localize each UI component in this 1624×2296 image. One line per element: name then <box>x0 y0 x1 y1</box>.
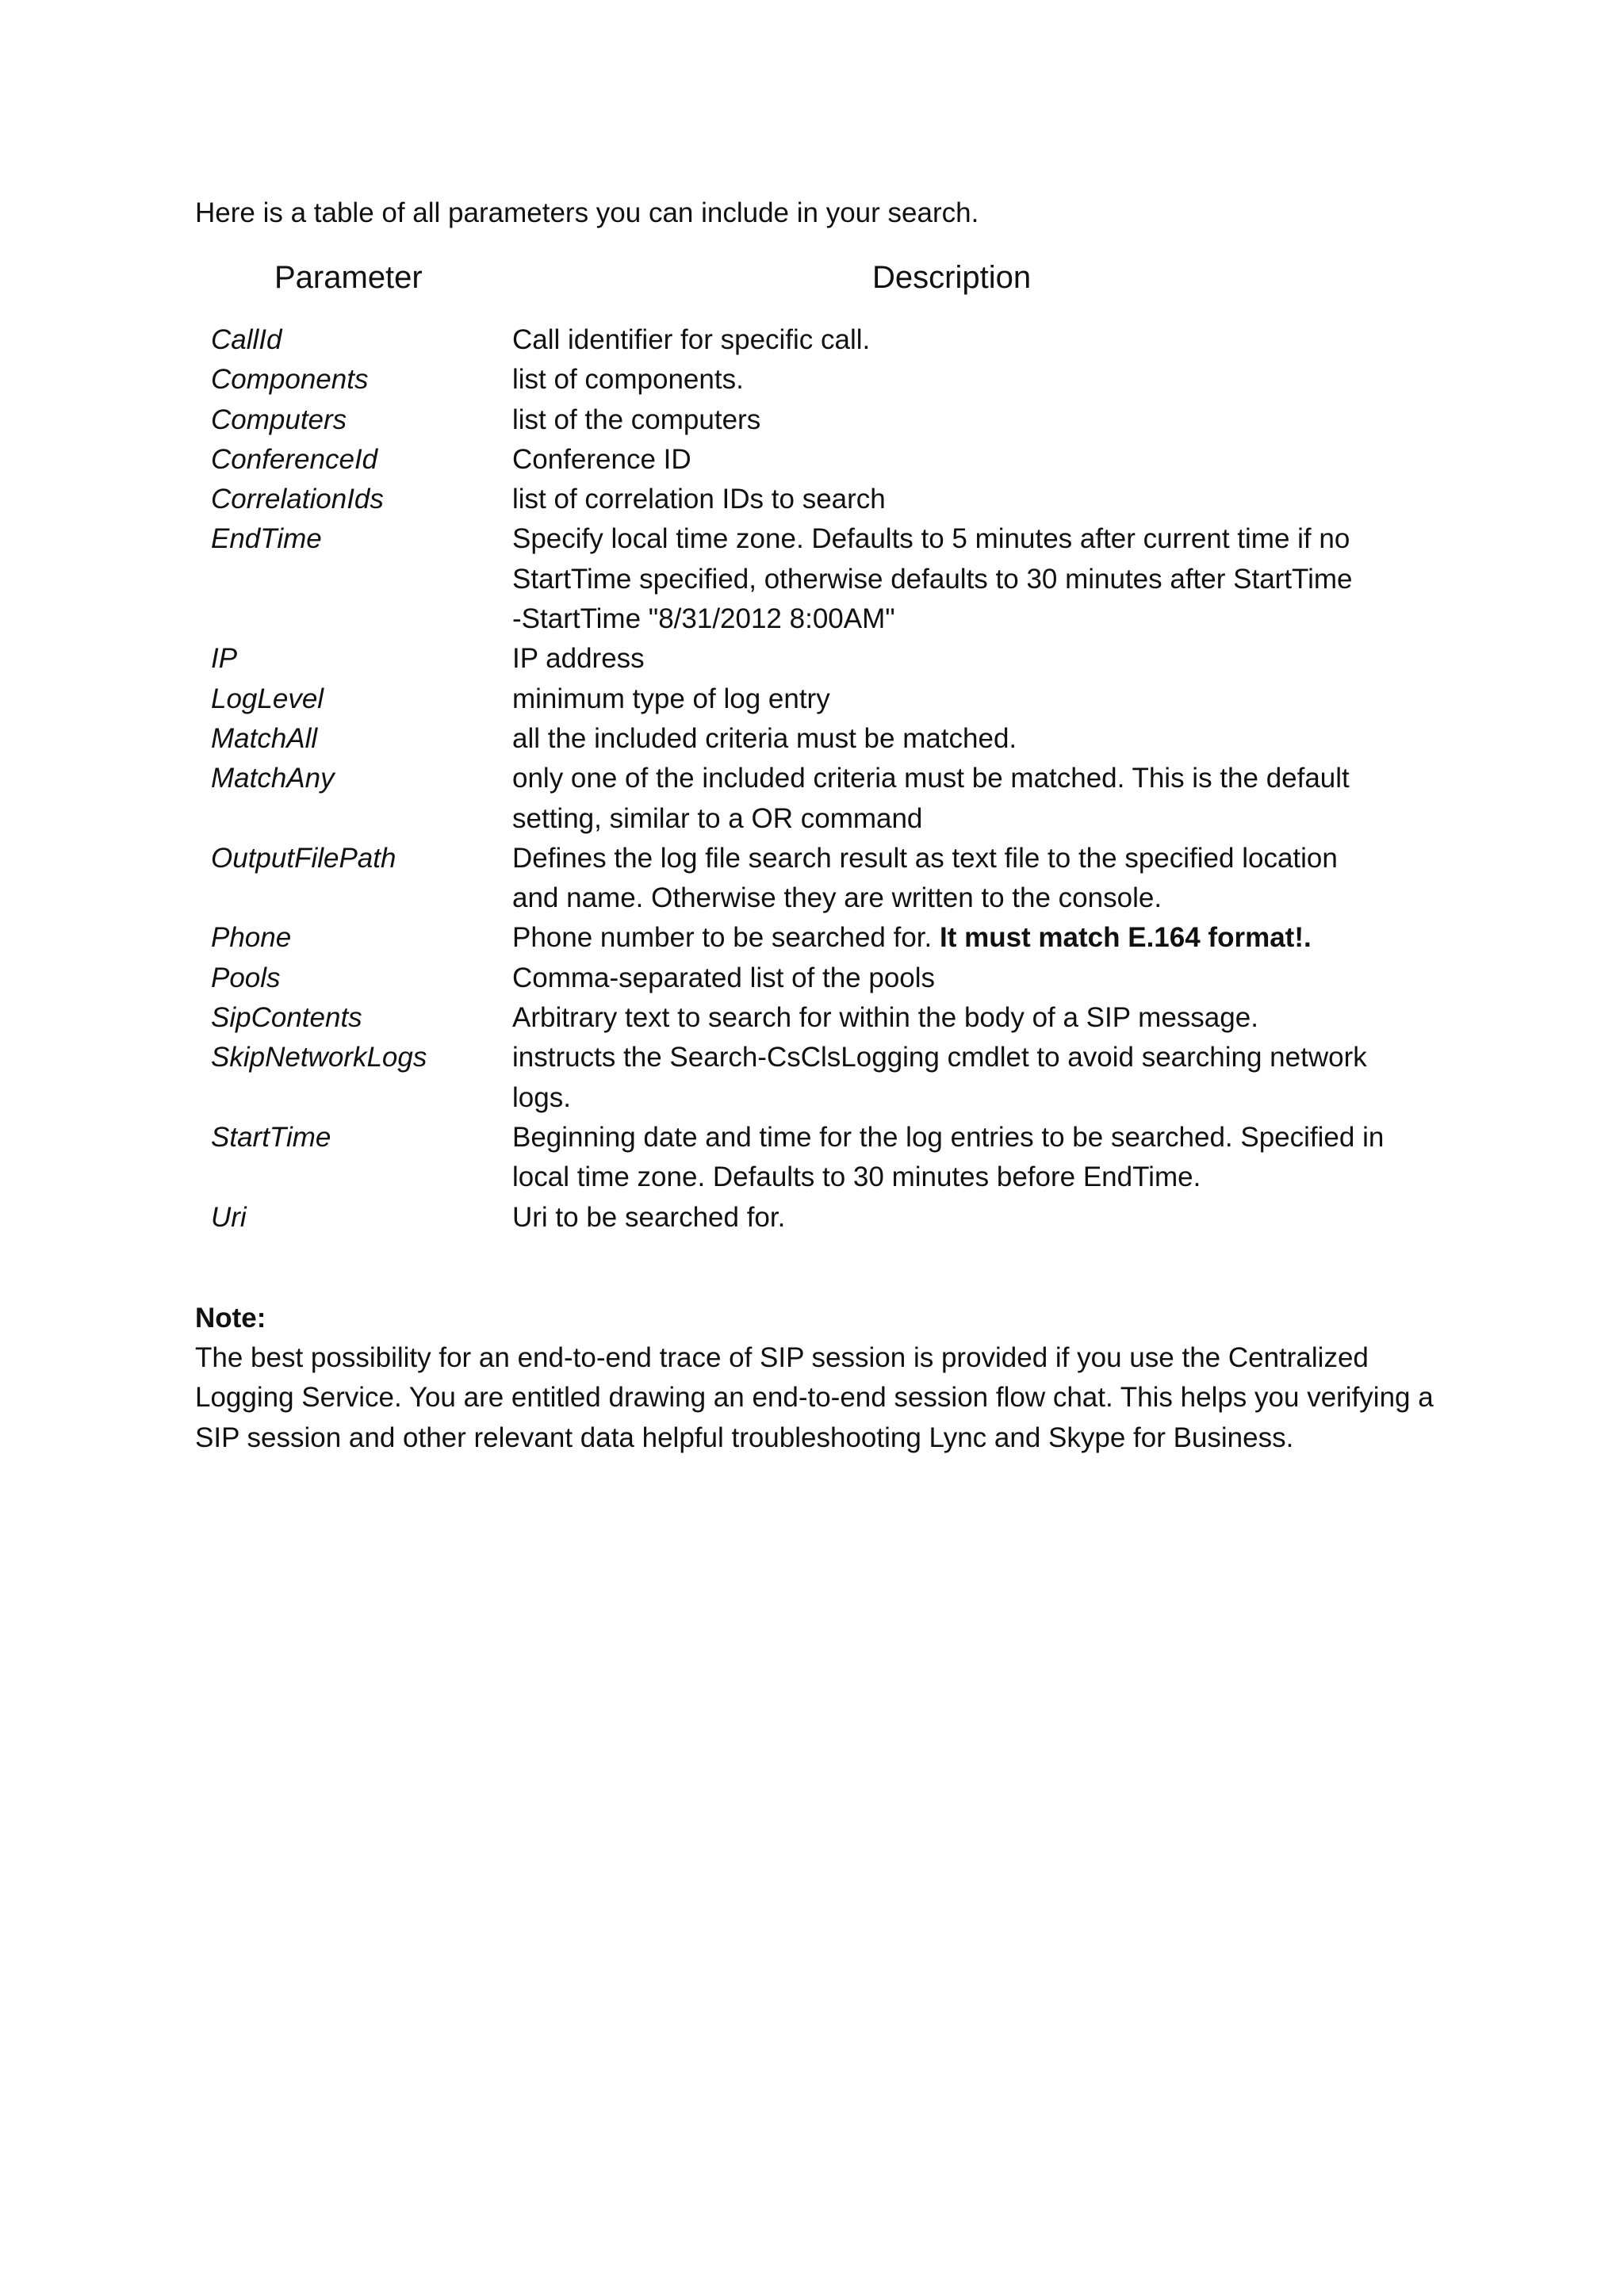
description-line: Comma-separated list of the pools <box>512 962 936 993</box>
param-name: LogLevel <box>211 683 324 714</box>
note-line: The best possibility for an end-to-end trace of SIP session is provided if you use the Centralized <box>195 1342 1369 1373</box>
description-line <box>512 918 1424 958</box>
param-description <box>512 480 1424 519</box>
table-row <box>211 998 1424 1038</box>
description-line: list of correlation IDs to search <box>512 484 886 515</box>
description-line: list of the computers <box>512 404 761 435</box>
param-description <box>512 719 1424 759</box>
param-name: SipContents <box>211 1002 362 1034</box>
description-line: IP address <box>512 643 645 675</box>
intro-text: Here is a table of all parameters you can include in your search. <box>195 197 979 228</box>
table-row <box>211 639 1424 679</box>
table-row <box>211 360 1424 400</box>
parameter-table <box>211 320 1424 1238</box>
description-line: Beginning date and time for the log entries to be searched. Specified in <box>512 1121 1385 1153</box>
table-row <box>211 959 1424 998</box>
table-header-parameter: Parameter <box>274 260 423 295</box>
table-row <box>211 440 1424 480</box>
param-name: MatchAll <box>211 722 318 754</box>
table-row <box>211 519 1424 639</box>
description-line: and name. Otherwise they are written to the console. <box>512 882 1162 914</box>
param-description <box>512 400 1424 440</box>
param-name: EndTime <box>211 523 322 555</box>
description-text: Phone number to be searched for. <box>512 922 940 954</box>
note-line: SIP session and other relevant data helpful troubleshooting Lync and Skype for Business. <box>195 1422 1294 1453</box>
table-row <box>211 679 1424 719</box>
note-title: Note: <box>195 1303 266 1334</box>
description-line: StartTime specified, otherwise defaults to 30 minutes after StartTime <box>512 563 1353 595</box>
table-row <box>211 480 1424 519</box>
param-description <box>512 759 1424 839</box>
param-name: ConferenceId <box>211 443 378 475</box>
param-description <box>512 839 1424 919</box>
description-line: only one of the included criteria must be matched. This is the default <box>512 763 1350 794</box>
description-line: Arbitrary text to search for within the body of a SIP message. <box>512 1002 1258 1034</box>
param-name: StartTime <box>211 1121 331 1153</box>
description-line: logs. <box>512 1081 571 1113</box>
table-row <box>211 759 1424 839</box>
table-row <box>211 1198 1424 1238</box>
param-description <box>512 1198 1424 1238</box>
table-header-description: Description <box>872 260 1032 295</box>
param-name: SkipNetworkLogs <box>211 1042 427 1073</box>
description-line: -StartTime "8/31/2012 8:00AM" <box>512 603 895 635</box>
param-name: Pools <box>211 962 281 993</box>
description-line: Conference ID <box>512 443 691 475</box>
description-line: list of components. <box>512 364 744 396</box>
param-description <box>512 519 1424 639</box>
note-body <box>195 1338 1434 1458</box>
description-bold-text: It must match E.164 format!. <box>939 922 1312 954</box>
param-name: Phone <box>211 922 292 954</box>
param-name: CallId <box>211 324 282 355</box>
param-description <box>512 1118 1424 1198</box>
param-name: CorrelationIds <box>211 484 384 515</box>
param-description <box>512 998 1424 1038</box>
param-name: OutputFilePath <box>211 842 396 874</box>
param-name: Components <box>211 364 369 396</box>
param-description <box>512 679 1424 719</box>
table-row <box>211 1118 1424 1198</box>
param-description <box>512 320 1424 360</box>
param-name: Computers <box>211 404 347 435</box>
param-name: MatchAny <box>211 763 335 794</box>
param-name: Uri <box>211 1201 247 1233</box>
description-line: Specify local time zone. Defaults to 5 minutes after current time if no <box>512 523 1350 555</box>
param-description <box>512 918 1424 958</box>
param-description <box>512 639 1424 679</box>
description-line: instructs the Search-CsClsLogging cmdlet to avoid searching network <box>512 1042 1367 1073</box>
description-line: setting, similar to a OR command <box>512 802 923 834</box>
table-row <box>211 320 1424 360</box>
param-description <box>512 360 1424 400</box>
table-row <box>211 719 1424 759</box>
description-line: minimum type of log entry <box>512 683 830 714</box>
table-row <box>211 400 1424 440</box>
param-description <box>512 1038 1424 1118</box>
note-line: Logging Service. You are entitled drawing an end-to-end session flow chat. This helps you verifying a <box>195 1382 1434 1414</box>
param-name: IP <box>211 643 238 675</box>
table-row <box>211 839 1424 919</box>
description-line: Uri to be searched for. <box>512 1201 786 1233</box>
description-line: Defines the log file search result as text file to the specified location <box>512 842 1338 874</box>
param-description <box>512 440 1424 480</box>
param-description <box>512 959 1424 998</box>
table-row <box>211 918 1424 958</box>
description-line: all the included criteria must be matched. <box>512 722 1017 754</box>
description-line: Call identifier for specific call. <box>512 324 871 355</box>
table-row <box>211 1038 1424 1118</box>
description-line: local time zone. Defaults to 30 minutes before EndTime. <box>512 1161 1201 1193</box>
